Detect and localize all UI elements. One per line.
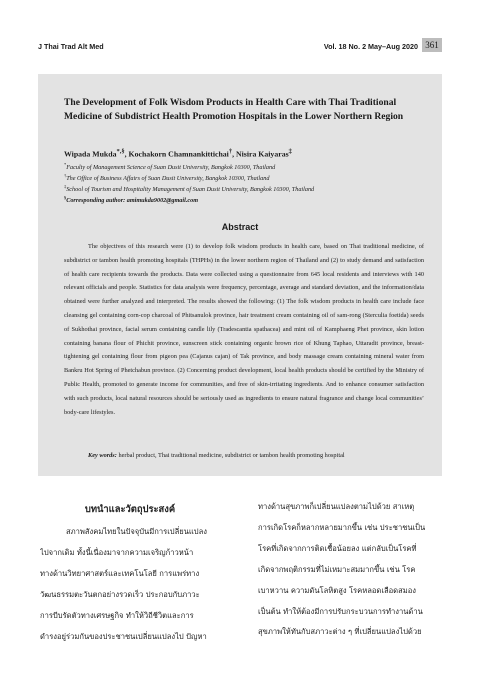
body-line: การเกิดโรคก็หลากหลายมากขึ้น เช่น ประชาชนเป็น — [258, 522, 426, 532]
section-heading: บทนำและวัตถุประสงค์ — [84, 504, 176, 515]
keywords-label: Key words: — [88, 452, 117, 459]
affiliation: †The Office of Business Affairs of Suan Dusit University, Bangkok 10300, Thailand — [64, 173, 270, 183]
body-line: โรคที่เกิดจากการติดเชื้อน้อยลง แต่กลับเป็นโรคที่ — [258, 543, 417, 553]
running-header — [38, 38, 442, 54]
body-line: ดำรงอยู่ร่วมกันของประชาชนเปลี่ยนแปลงไป ปัญหา — [40, 631, 207, 641]
affiliation: ‡School of Tourism and Hospitality Management of Suan Dusit University, Bangkok 10300, Thailand — [64, 184, 315, 194]
affiliation: *Faculty of Management Science of Suan Dusit University, Bangkok 10300, Thailand — [64, 162, 276, 172]
body-line: วัฒนธรรมตะวันตกอย่างรวดเร็ว ประกอบกับภาวะ — [40, 589, 200, 599]
abstract-text: The objectives of this research were (1) to develop folk wisdom products in health care, based on Thai traditional medicine, of subdistrict or tambon health promoting hospitals (THPHs) in the lower northern region of Thailand and (2) to study demand and satisfaction of health care recipients towards the products. Data were collected using a questionnaire from 645 local residents and interviews with 140 relevant officials and people. Statistics for data analysis were frequency, percentage, average and standard deviation, and the information/data obtained were further analyzed and interpreted. The results showed the following: (1) The folk wisdom products in health care include face cleansing gel containing corn-cop charcoal of Phitsanulok province, hair treatment cream containing oil of sam-rong (Sterculia foetida) seeds of Sukhothai province, facial serum containing candle lily (Tradescantia spathacea) and mint oil of Kamphaeng Phet province, skin lotion containing banana flour of Phichit province, sunscreen stick containing organic brown rice of Khung Taphao, Uttaradit province, breast-tightening gel containing flour from pigeon pea (Cajanus cajan) of Tak province, and body massage cream containing mineral water from Bankru Hot Spring of Phetchabun province. (2) Concerning product development, local health products should be certified by the Ministry of Public Health, promoted to generate income for communities, and free of skin-irritating ingredients. And to enhance consumer satisfaction with such products, local natural resources should be seriously used as ingredients to ensure natural fragrance and change local communities’ body-care lifestyles. — [64, 243, 424, 416]
abstract-heading: Abstract — [221, 222, 259, 232]
author-name: Kochakorn Chamnankittichai — [128, 149, 229, 159]
body-column-right — [258, 497, 438, 643]
journal-name: J Thai Trad Alt Med — [38, 42, 104, 51]
paper-title: The Development of Folk Wisdom Products in Health Care with Thai Traditional Medicine of Subdistrict Health Promotion Hospitals in the Lower Northern Region — [64, 97, 404, 123]
body-line: สุขภาพให้ทันกับสภาวะต่าง ๆ ที่เปลี่ยนแปลงไปด้วย — [258, 627, 422, 637]
author-mark: ‡ — [288, 148, 292, 155]
body-line: การบีบรัดตัวทางเศรษฐกิจ ทำให้วิถีชีวิตและการ — [40, 610, 194, 620]
body-line: เป็นต้น ทำให้ต้องมีการปรับกระบวนการทำงานด้าน — [258, 606, 423, 616]
corresponding-author: §Corresponding author: amimukda9002@gmail.com — [64, 195, 199, 205]
keywords — [88, 451, 428, 461]
body-line: ทางด้านวิทยาศาสตร์และเทคโนโลยี การแพร่ทาง — [40, 568, 200, 578]
page-number: 361 — [422, 38, 442, 52]
author-mark: † — [228, 148, 233, 155]
body-line: เบาหวาน ความดันโลหิตสูง โรคหลอดเลือดสมอง — [258, 585, 417, 595]
author-list: Wipada Mukda*,§, Kochakorn Chamnankittichai†, Nisira Kaiyaras‡ — [64, 148, 292, 159]
body-line: เกิดจากพฤติกรรมที่ไม่เหมาะสมมากขึ้น เช่น โรค — [258, 564, 416, 574]
body-line: ทางด้านสุขภาพก็เปลี่ยนแปลงตามไปด้วย สาเหตุ — [258, 502, 415, 511]
body-column-left — [40, 499, 220, 647]
keywords-text: herbal product, Thai traditional medicine, subdistrict or tambon health promoting hospital — [118, 452, 345, 459]
body-line: ไปจากเดิม ทั้งนี้เนื่องมาจากความเจริญก้าวหน้า — [40, 547, 194, 557]
author-name: Wipada Mukda — [64, 149, 117, 159]
issue-info: Vol. 18 No. 2 May–Aug 2020 — [323, 42, 418, 51]
author-mark: *,§ — [116, 148, 125, 155]
author-name: Nisira Kaiyaras — [236, 149, 289, 159]
body-line: สภาพสังคมไทยในปัจจุบันมีการเปลี่ยนแปลง — [66, 527, 207, 536]
